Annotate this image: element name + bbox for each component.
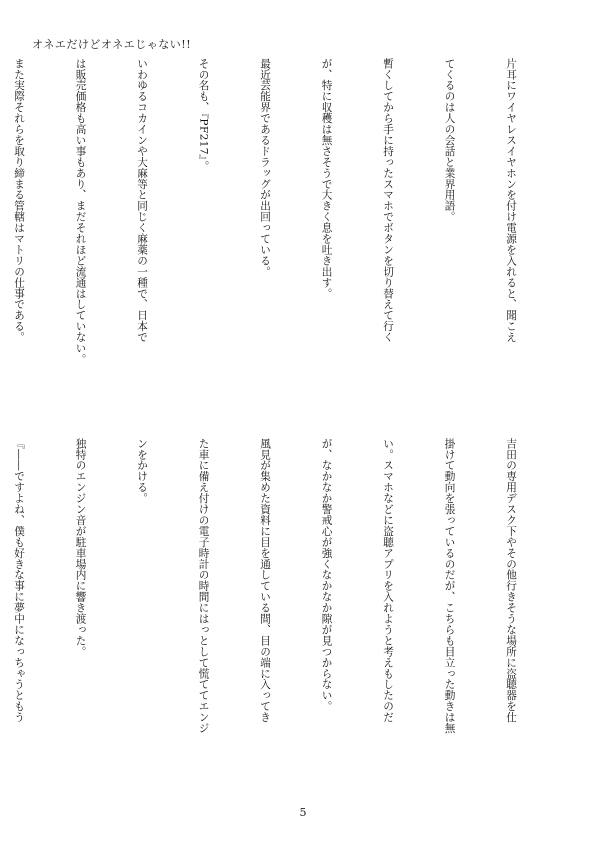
text-line: その名も、『PF217』。 <box>197 58 210 172</box>
text-line: が、特に収穫は無さそうで大きく息を吐き出す。 <box>320 58 333 299</box>
text-block-bottom <box>13 438 562 798</box>
text-line: ンをかける。 <box>136 438 148 504</box>
text-line: 独特のエンジン音が駐車場内に響き渡った。 <box>74 438 87 657</box>
text-line: てくるのは人の会話と業界用語。 <box>443 58 456 223</box>
text-line: は販売価格も高い事もあり、まだそれほど流通はしていない。 <box>74 58 87 365</box>
text-line: 片耳にワイヤレスイヤホンを付け電源を入れると、聞こえ <box>505 58 517 343</box>
text-line: 最近芸能界であるドラッグが出回っている。 <box>259 58 271 277</box>
text-line: た車に備え付けの電子時計の時間にはっとして慌ててエンジ <box>197 438 210 734</box>
text-line: 暫くしてから手に持ったスマホでボタンを切り替えて行く <box>382 58 394 343</box>
text-block-top <box>13 58 562 430</box>
text-line: 風見が集めた資料に目を通している間、目の端に入ってき <box>259 438 271 723</box>
text-line: 吉田の専用デスク下やその他行きそうな場所に盗聴器を仕 <box>505 438 517 723</box>
page-number: 5 <box>299 806 307 819</box>
running-header: オネエだけどオネエじゃない!! <box>32 38 192 51</box>
text-line: 掛けて動向を張っているのだが、こちらも目立った動きは無 <box>443 438 456 734</box>
text-line: いわゆるコカインや大麻等と同じく麻薬の一種で、日本で <box>136 58 148 343</box>
text-line: また実際それらを取り締まる管轄はマトリの仕事である。 <box>13 58 25 343</box>
text-line: が、なかなか警戒心が強くなかなか隙が見つからない。 <box>320 438 333 712</box>
text-line: い。スマホなどに盗聴アプリを入れようと考えもしたのだ <box>382 438 394 723</box>
text-line: 『――ですよね、僕も好きな事に夢中になっちゃうともう <box>13 438 25 723</box>
